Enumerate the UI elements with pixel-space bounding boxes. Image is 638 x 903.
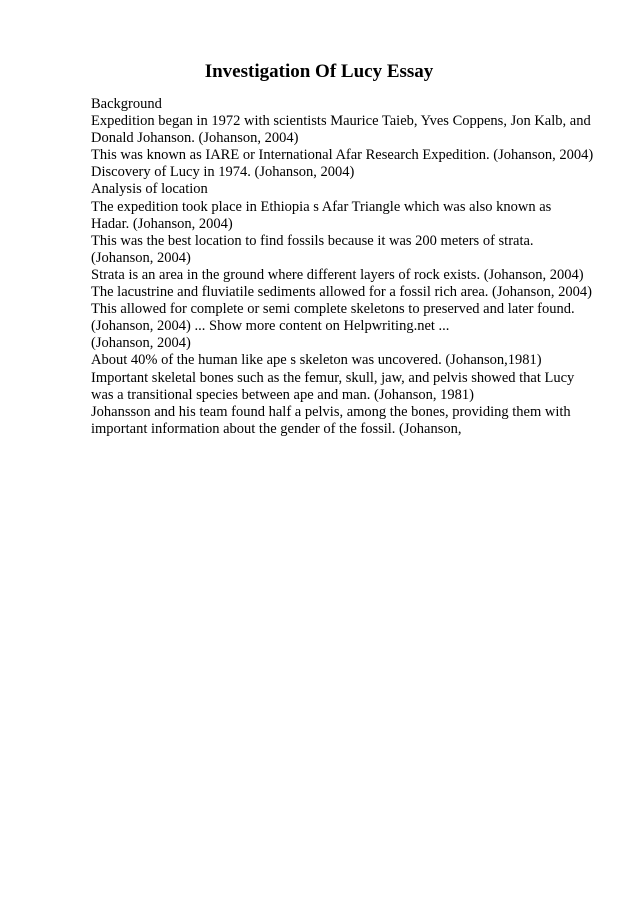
text-line: Discovery of Lucy in 1974. (Johanson, 2004): [91, 164, 355, 181]
document-body: [91, 96, 611, 438]
text-line: This was known as IARE or International Afar Research Expedition. (Johanson, 2004): [91, 147, 594, 164]
text-line: The expedition took place in Ethiopia s Afar Triangle which was also known as: [91, 198, 552, 215]
document-title: Investigation Of Lucy Essay: [204, 61, 434, 82]
text-line: important information about the gender of the fossil. (Johanson,: [91, 420, 462, 437]
text-line: Expedition began in 1972 with scientists Maurice Taieb, Yves Coppens, Jon Kalb, and: [91, 113, 591, 130]
text-line: This was the best location to find fossils because it was 200 meters of strata.: [91, 232, 534, 249]
text-line: (Johanson, 2004) ... Show more content on Helpwriting.net ...: [91, 318, 450, 335]
text-line: About 40% of the human like ape s skeleton was uncovered. (Johanson,1981): [91, 352, 542, 369]
text-line: Donald Johanson. (Johanson, 2004): [91, 130, 299, 147]
text-line: Background: [91, 96, 162, 112]
text-line: Important skeletal bones such as the femur, skull, jaw, and pelvis showed that Lucy: [91, 369, 575, 386]
text-line: Strata is an area in the ground where different layers of rock exists. (Johanson, 2004): [91, 266, 584, 283]
text-line: Hadar. (Johanson, 2004): [91, 215, 233, 232]
text-line: Johansson and his team found half a pelvis, among the bones, providing them with: [91, 403, 571, 420]
text-line: was a transitional species between ape and man. (Johanson, 1981): [91, 386, 474, 403]
text-line: Analysis of location: [91, 181, 208, 198]
text-line: (Johanson, 2004): [91, 249, 191, 266]
text-line: The lacustrine and fluviatile sediments allowed for a fossil rich area. (Johanson, 2004): [91, 284, 592, 301]
text-line: (Johanson, 2004): [91, 335, 191, 352]
text-line: This allowed for complete or semi complete skeletons to preserved and later found.: [91, 301, 575, 318]
